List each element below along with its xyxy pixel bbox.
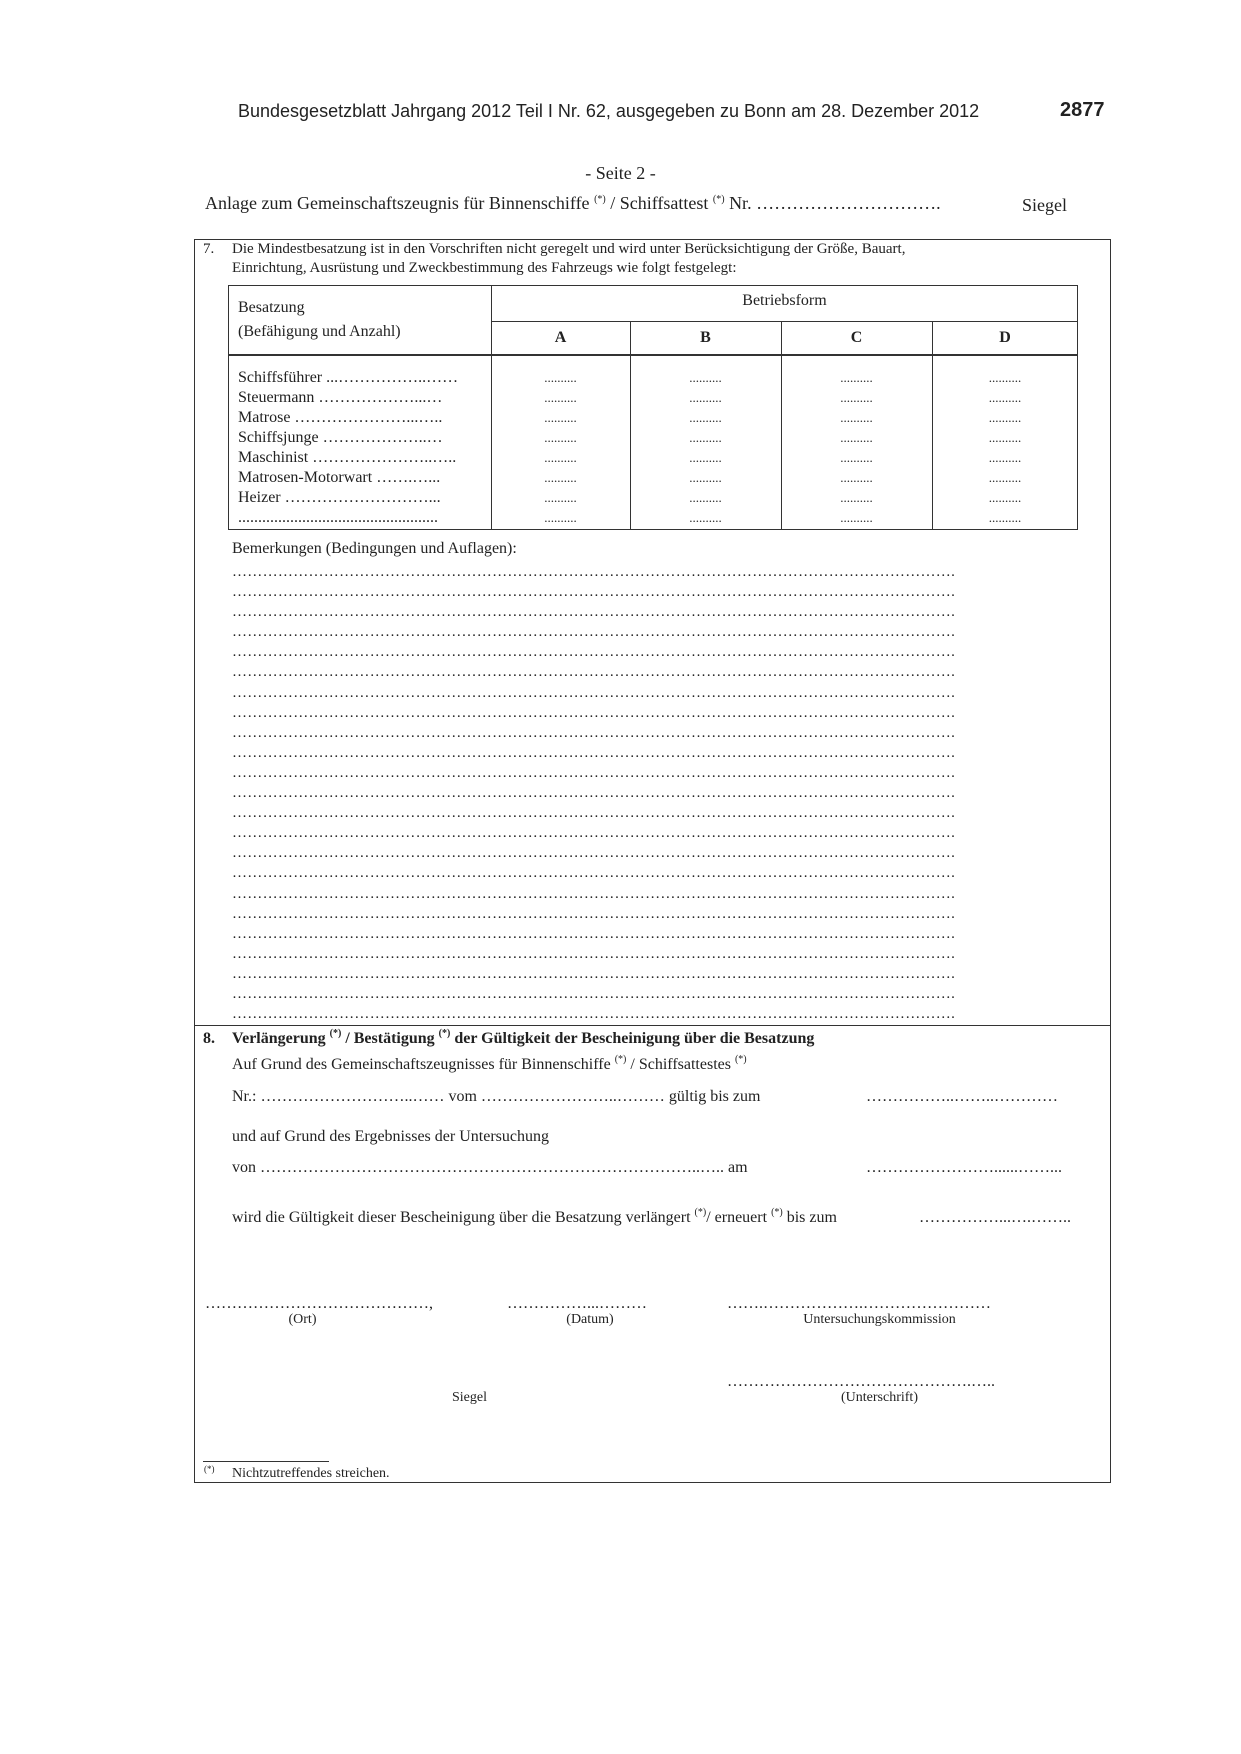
footnote-rule: [203, 1461, 329, 1462]
annex-text-2: / Schiffsattest: [605, 193, 713, 213]
table-cell: ..........: [840, 490, 873, 505]
remark-line: …………………………………………………………………………………………………………………………….: [232, 845, 956, 862]
section8-title: [232, 1030, 814, 1048]
remark-line: …………………………………………………………………………………………………………………………….: [232, 965, 956, 982]
table-cell: ..........: [988, 450, 1022, 465]
remark-line: …………………………………………………………………………………………………………………………….: [232, 744, 956, 761]
crew-role-label: Maschinist …………………..…..: [238, 449, 457, 466]
crew-role-label: Matrose …………………...…..: [238, 409, 443, 426]
remark-line: …………………………………………………………………………………………………………………………….: [232, 985, 956, 1002]
table-cell: ..........: [544, 470, 577, 485]
table-cell: ..........: [988, 370, 1022, 385]
commission-dots: …….……………….……………………: [727, 1295, 991, 1312]
remarks-label: Bemerkungen (Bedingungen und Auflagen):: [232, 540, 517, 557]
date-label: (Datum): [566, 1312, 614, 1327]
crew-table: [228, 285, 1078, 530]
crew-header-2: (Befähigung und Anzahl): [238, 323, 401, 340]
signature-dots: ……………………………………….…..: [727, 1373, 995, 1390]
crew-role-label: Matrosen-Motorwart …….…...: [238, 469, 441, 486]
annex-text-1: Anlage zum Gemeinschaftszeugnis für Binnenschiffe: [205, 193, 595, 213]
annex-mark-1: (*): [594, 194, 606, 205]
examiner-line: von ………………………………………………………………………..….. am: [232, 1159, 748, 1176]
annex-mark-2: (*): [712, 194, 725, 205]
basis-line: [232, 1056, 747, 1074]
column-d-cells: [932, 368, 1078, 528]
validity-line: [232, 1209, 837, 1227]
remark-line: …………………………………………………………………………………………………………………………….: [232, 865, 956, 882]
basis-mark-2: (*): [734, 1054, 747, 1065]
table-cell: ..........: [544, 410, 577, 425]
remark-line: …………………………………………………………………………………………………………………………….: [232, 704, 956, 721]
validity-date-dots: ……………...….……..: [919, 1209, 1071, 1226]
column-header-d: D: [999, 329, 1011, 346]
annex-line: [205, 193, 941, 214]
remark-line: …………………………………………………………………………………………………………………………….: [232, 805, 956, 822]
table-cell: ..........: [689, 510, 722, 525]
table-cell: ..........: [988, 430, 1022, 445]
validity-mark-2: (*): [771, 1207, 783, 1218]
crew-role-label: Schiffsführer ...……………..……: [238, 369, 459, 386]
examination-line: und auf Grund des Ergebnisses der Untersuchung: [232, 1128, 549, 1145]
table-cell: ..........: [544, 490, 577, 505]
remark-line: …………………………………………………………………………………………………………………………….: [232, 604, 956, 621]
table-cell: ..........: [544, 430, 577, 445]
section8-title-mark-1: (*): [329, 1028, 342, 1039]
page-number: 2877: [1060, 99, 1105, 121]
table-cell: ..........: [840, 370, 873, 385]
remark-line: …………………………………………………………………………………………………………………………….: [232, 785, 956, 802]
table-cell: ..........: [840, 510, 873, 525]
section8-title-3: der Gültigkeit der Bescheinigung über die Besatzung: [450, 1030, 815, 1047]
section7-number: 7.: [203, 241, 215, 257]
remark-line: …………………………………………………………………………………………………………………………….: [232, 925, 956, 942]
footnote-text: Nichtzutreffendes streichen.: [232, 1466, 390, 1481]
table-cell: ..........: [840, 390, 873, 405]
certificate-number-line: Nr.: ………………………..…… vom ……………………..……… gültig bis zum: [232, 1088, 761, 1105]
table-row: [238, 368, 458, 528]
remark-line: …………………………………………………………………………………………………………………………….: [232, 764, 956, 781]
table-cell: ..........: [840, 470, 873, 485]
date-dots: ……………...………: [507, 1295, 647, 1312]
table-cell: ..........: [988, 490, 1022, 505]
page-label: - Seite 2 -: [585, 163, 656, 183]
basis-mark-1: (*): [614, 1054, 627, 1065]
signature-label: (Unterschrift): [841, 1390, 918, 1405]
remark-line: …………………………………………………………………………………………………………………………….: [232, 664, 956, 681]
column-header-a: A: [554, 329, 567, 346]
remark-line: …………………………………………………………………………………………………………………………….: [232, 905, 956, 922]
table-cell: ..........: [689, 450, 722, 465]
place-dots: ……………………………………,: [205, 1295, 433, 1312]
table-cell: ..........: [544, 510, 577, 525]
section8-title-1: Verlängerung: [232, 1030, 330, 1047]
column-header-c: C: [850, 329, 863, 346]
crew-role-label: ..................................................: [238, 509, 438, 526]
validity-text-2: / erneuert: [706, 1209, 772, 1226]
table-cell: ..........: [689, 430, 722, 445]
table-cell: ..........: [689, 470, 722, 485]
footnote-mark: (*): [204, 1464, 215, 1474]
table-cell: ..........: [988, 510, 1022, 525]
table-cell: ..........: [689, 490, 722, 505]
table-cell: ..........: [988, 470, 1022, 485]
table-cell: ..........: [840, 430, 873, 445]
remark-line: …………………………………………………………………………………………………………………………….: [232, 644, 956, 661]
column-header-b: B: [700, 329, 711, 346]
remark-line: …………………………………………………………………………………………………………………………….: [232, 624, 956, 641]
basis-text-2: / Schiffsattestes: [626, 1056, 735, 1073]
section7-intro-1: Die Mindestbesatzung ist in den Vorschriften nicht geregelt und wird unter Berücksichtigung der Größe, Bauart,: [232, 241, 906, 257]
table-cell: ..........: [689, 390, 722, 405]
section8-title-2: / Bestätigung: [341, 1030, 439, 1047]
validity-mark-1: (*): [694, 1207, 707, 1218]
section7-intro-2: Einrichtung, Ausrüstung und Zweckbestimmung des Fahrzeugs wie folgt festgelegt:: [232, 260, 737, 276]
mode-header: Betriebsform: [742, 292, 827, 309]
section8-title-mark-2: (*): [438, 1028, 451, 1039]
table-cell: ..........: [840, 450, 873, 465]
seal-label: Siegel: [452, 1390, 487, 1405]
remark-line: …………………………………………………………………………………………………………………………….: [232, 945, 956, 962]
table-cell: ..........: [840, 410, 873, 425]
remark-line: …………………………………………………………………………………………………………………………….: [232, 584, 956, 601]
crew-header-1: Besatzung: [238, 299, 305, 316]
annex-text-3: Nr. ………………………….: [724, 193, 941, 213]
table-cell: ..........: [988, 410, 1022, 425]
table-cell: ..........: [689, 370, 722, 385]
validity-text-1: wird die Gültigkeit dieser Bescheinigung über die Besatzung verlängert: [232, 1209, 695, 1226]
crew-role-label: Heizer ………………………...: [238, 489, 441, 506]
basis-text-1: Auf Grund des Gemeinschaftszeugnisses für Binnenschiffe: [232, 1056, 615, 1073]
crew-role-label: Schiffsjunge ………………..…: [238, 429, 443, 446]
column-c-cells: [781, 368, 932, 528]
table-cell: ..........: [544, 450, 577, 465]
validity-text-3: bis zum: [782, 1209, 837, 1226]
annex-seal-label: Siegel: [1022, 195, 1067, 215]
remark-line: …………………………………………………………………………………………………………………………….: [232, 564, 956, 580]
table-cell: ..........: [544, 390, 577, 405]
examination-date-dots: ……………………......……...: [866, 1159, 1062, 1176]
remark-line: …………………………………………………………………………………………………………………………….: [232, 885, 956, 902]
remark-line: …………………………………………………………………………………………………………………………….: [232, 1006, 956, 1023]
column-b-cells: [630, 368, 781, 528]
remark-line: …………………………………………………………………………………………………………………………….: [232, 825, 956, 842]
crew-role-label: Steuermann ………………...…: [238, 389, 443, 406]
column-a-cells: [491, 368, 630, 528]
table-cell: ..........: [988, 390, 1022, 405]
valid-until-dots: ……………..……..…………: [866, 1088, 1058, 1105]
place-label: (Ort): [288, 1312, 317, 1327]
table-cell: ..........: [689, 410, 722, 425]
remark-line: …………………………………………………………………………………………………………………………….: [232, 684, 956, 701]
section8-number: 8.: [203, 1030, 215, 1047]
remarks-lines: [232, 562, 955, 1024]
table-cell: ..........: [544, 370, 577, 385]
commission-label: Untersuchungskommission: [803, 1312, 956, 1327]
section-divider: [194, 1025, 1111, 1026]
remark-line: …………………………………………………………………………………………………………………………….: [232, 724, 956, 741]
gazette-header: Bundesgesetzblatt Jahrgang 2012 Teil I Nr. 62, ausgegeben zu Bonn am 28. Dezember 2012: [238, 101, 980, 121]
